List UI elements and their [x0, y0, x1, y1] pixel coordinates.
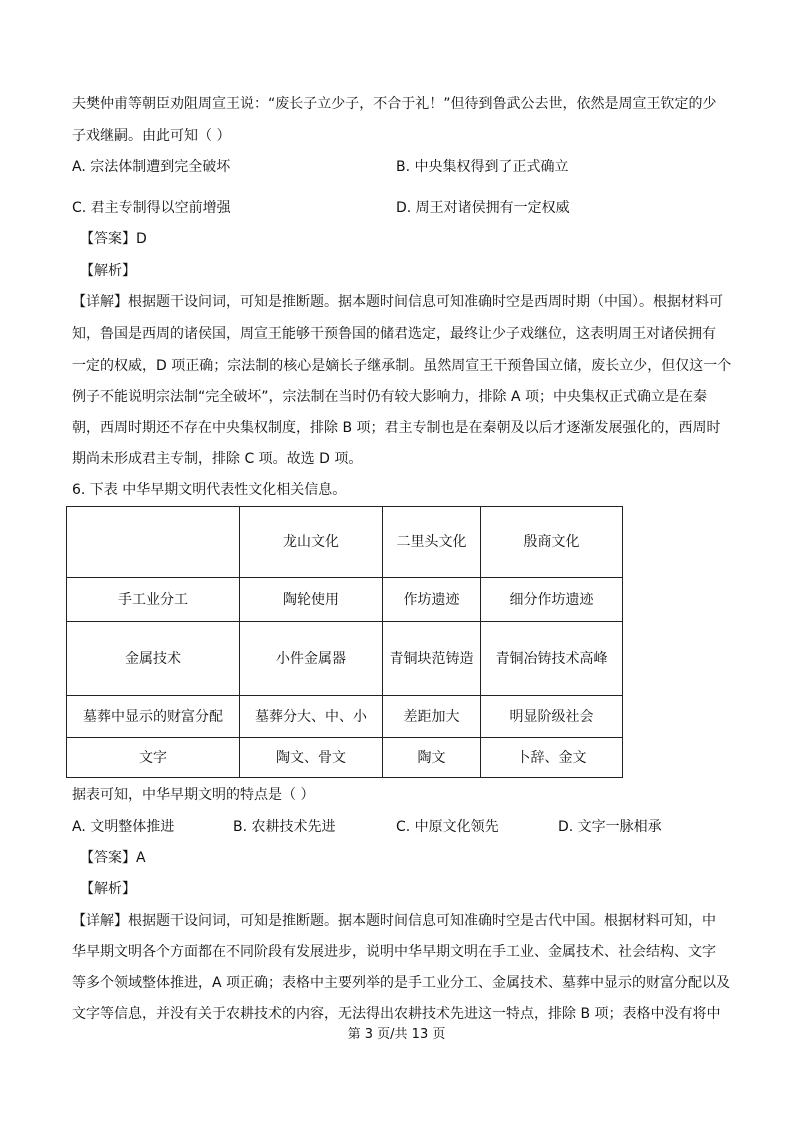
- table-cell: 陶文: [383, 738, 481, 778]
- table-cell: 青铜块范铸造: [383, 622, 481, 696]
- q6-option-c: C. 中原文化领先: [396, 819, 499, 835]
- table-cell: 文字: [67, 738, 240, 778]
- q5-option-c: C. 君主专制得以空前增强: [72, 200, 231, 216]
- q5-option-a: A. 宗法体制遭到完全破坏: [72, 159, 231, 175]
- q5-detail-line-4: 例子不能说明宗法制“完全破坏”，宗法制在当时仍有较大影响力，排除 A 项；中央集权正式确立是在秦: [72, 389, 707, 405]
- table-header-cell: [67, 507, 240, 578]
- table-row: [67, 738, 623, 778]
- table-cell: 小件金属器: [240, 622, 383, 696]
- table-header-cell: 龙山文化: [240, 507, 383, 578]
- q6-detail-line-2: 华早期文明各个方面都在不同阶段有发展进步，说明中华早期文明在手工业、金属技术、社会结构、文字: [72, 944, 716, 960]
- q6-option-d: D. 文字一脉相承: [558, 819, 662, 835]
- q5-detail-line-1: 【详解】根据题干设问词，可知是推断题。据本题时间信息可知准确时空是西周时期（中国）。根据材料可: [72, 294, 723, 310]
- q6-question: 据表可知，中华早期文明的特点是（ ）: [72, 787, 315, 803]
- q5-answer: 【答案】D: [80, 231, 147, 247]
- q6-detail-line-4: 文字等信息，并没有关于农耕技术的内容，无法得出农耕技术先进这一特点，排除 B 项；表格中没有将中: [72, 1006, 721, 1022]
- q6-option-a: A. 文明整体推进: [72, 819, 175, 835]
- q5-detail-line-2: 知，鲁国是西周的诸侯国，周宣王能够干预鲁国的储君选定，最终让少子戏继位，这表明周王对诸侯拥有: [72, 326, 716, 342]
- q5-analysis-label: 【解析】: [80, 263, 136, 279]
- q5-detail-line-6: 期尚未形成君主专制，排除 C 项。故选 D 项。: [72, 451, 363, 467]
- table-cell: 陶轮使用: [240, 578, 383, 622]
- q6-analysis-label: 【解析】: [80, 881, 136, 897]
- page-footer: 第 3 页/共 13 页: [347, 1027, 446, 1042]
- table-row: [67, 696, 623, 738]
- table-cell: 陶文、骨文: [240, 738, 383, 778]
- q5-option-d: D. 周王对诸侯拥有一定权威: [396, 200, 570, 216]
- table-header-cell: 二里头文化: [383, 507, 481, 578]
- table-cell: 墓葬中显示的财富分配: [67, 696, 240, 738]
- q6-detail-line-1: 【详解】根据题干设问词，可知是推断题。据本题时间信息可知准确时空是古代中国。根据材料可知，中: [72, 913, 716, 929]
- q5-stem-line-1: 夫樊仲甫等朝臣劝阻周宣王说：“废长子立少子，不合于礼！”但待到鲁武公去世，依然是周宣王钦定的少: [72, 96, 717, 112]
- table-cell: 卜辞、金文: [481, 738, 623, 778]
- table-row: [67, 622, 623, 696]
- table-cell: 细分作坊遗迹: [481, 578, 623, 622]
- table-cell: 金属技术: [67, 622, 240, 696]
- culture-table: [66, 506, 623, 778]
- q5-option-b: B. 中央集权得到了正式确立: [396, 159, 569, 175]
- q6-option-b: B. 农耕技术先进: [233, 819, 336, 835]
- q5-stem-line-2: 子戏继嗣。由此可知（ ）: [72, 128, 231, 144]
- q6-detail-line-3: 等多个领域整体推进，A 项正确；表格中主要列举的是手工业分工、金属技术、墓葬中显示的财富分配以及: [72, 975, 731, 991]
- q5-detail-line-5: 朝，西周时期还不存在中央集权制度，排除 B 项；君主专制也是在秦朝及以后才逐渐发展强化的，西周时: [72, 420, 721, 436]
- q6-answer: 【答案】A: [80, 850, 146, 866]
- table-cell: 青铜冶铸技术高峰: [481, 622, 623, 696]
- table-cell: 差距加大: [383, 696, 481, 738]
- q5-detail-line-3: 一定的权威，D 项正确；宗法制的核心是嫡长子继承制。虽然周宣王干预鲁国立储，废长立少，但仅这一个: [72, 358, 732, 374]
- table-row: [67, 578, 623, 622]
- table-cell: 明显阶级社会: [481, 696, 623, 738]
- table-header-row: [67, 507, 623, 578]
- table-header-cell: 殷商文化: [481, 507, 623, 578]
- table-cell: 手工业分工: [67, 578, 240, 622]
- q6-stem: 6. 下表 中华早期文明代表性文化相关信息。: [72, 482, 347, 498]
- table-cell: 墓葬分大、中、小: [240, 696, 383, 738]
- table-cell: 作坊遗迹: [383, 578, 481, 622]
